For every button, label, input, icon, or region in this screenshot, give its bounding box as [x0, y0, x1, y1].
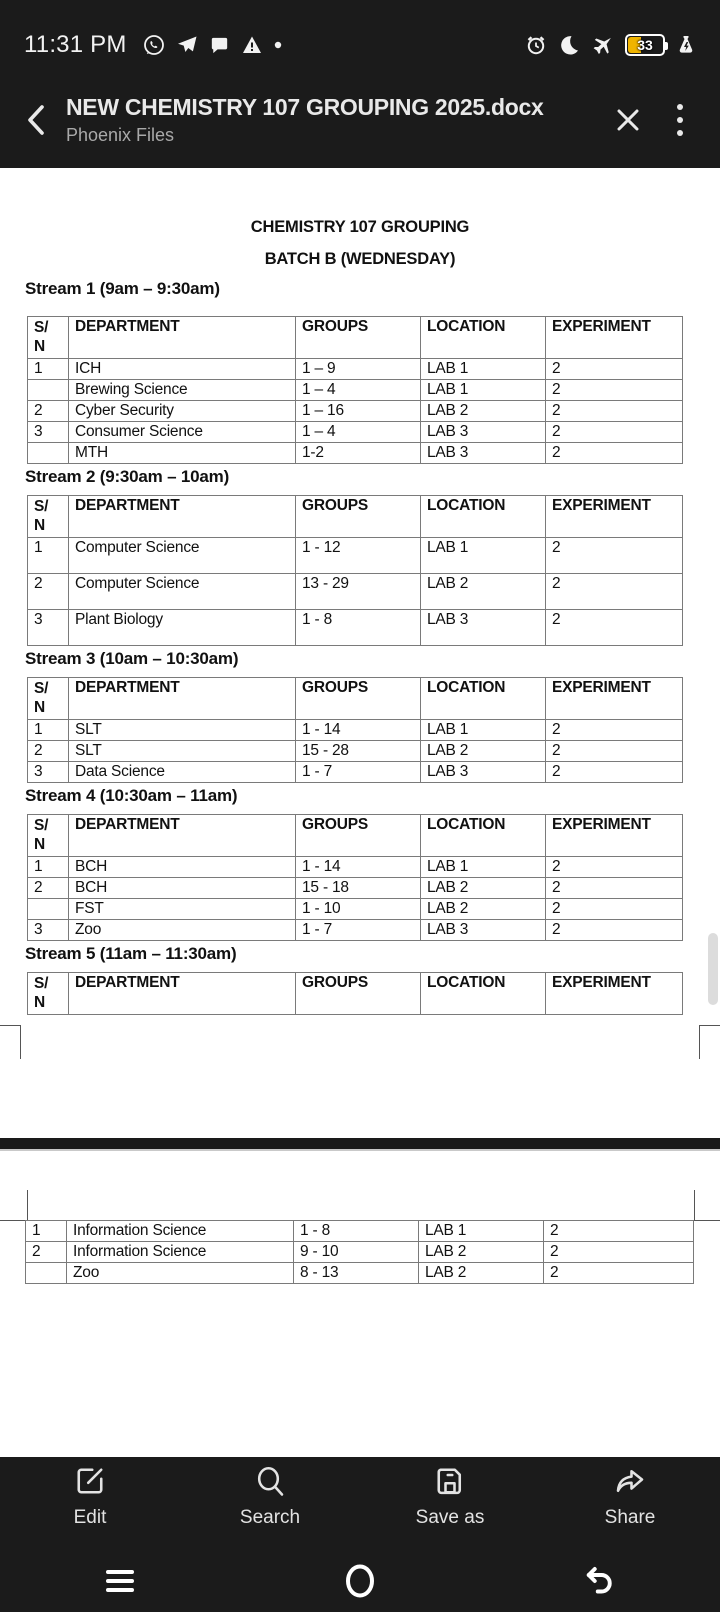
col-header-groups: GROUPS: [296, 815, 421, 857]
table-row: 1 ICH 1 – 9 LAB 1 2: [28, 359, 683, 380]
alarm-icon: [524, 33, 548, 57]
share-label: Share: [604, 1507, 656, 1528]
stream-1-table: [27, 316, 683, 464]
stream-4-heading: Stream 4 (10:30am – 11am): [25, 786, 238, 805]
stream-3-heading: Stream 3 (10am – 10:30am): [25, 649, 239, 668]
scrollbar-thumb[interactable]: [708, 933, 718, 1005]
header-row: [28, 973, 683, 1015]
col-header-department: DEPARTMENT: [69, 973, 296, 1015]
page-2-table-fragment: [0, 1190, 720, 1290]
col-header-department: DEPARTMENT: [69, 678, 296, 720]
col-header-experiment: EXPERIMENT: [546, 973, 683, 1015]
page-2-table: [25, 1220, 694, 1284]
warning-icon: [240, 33, 264, 57]
battery-percent: 33: [637, 37, 653, 53]
col-header-department: DEPARTMENT: [69, 317, 296, 359]
header-row: [28, 317, 683, 359]
col-header-groups: GROUPS: [296, 973, 421, 1015]
col-header-department: DEPARTMENT: [69, 496, 296, 538]
col-header-sn: S/N: [28, 973, 69, 1015]
home-icon[interactable]: [240, 1549, 480, 1612]
edit-icon: [72, 1463, 108, 1499]
flask-icon: [674, 33, 698, 57]
table-row: MTH 1-2 LAB 3 2: [28, 443, 683, 464]
table-row: 3 Zoo 1 - 7 LAB 3 2: [28, 920, 683, 941]
back-chevron-icon[interactable]: [14, 98, 58, 142]
kebab-menu-icon[interactable]: [654, 94, 706, 146]
table-row: 3 Plant Biology 1 - 8 LAB 3 2: [28, 610, 683, 646]
clock-time: 11:31 PM: [24, 31, 127, 58]
header-row: [28, 678, 683, 720]
table-row: 3 Consumer Science 1 – 4 LAB 3 2: [28, 422, 683, 443]
table-row: 1 Information Science 1 - 8 LAB 1 2: [26, 1221, 694, 1242]
stream-2-table: [27, 495, 683, 646]
table-row: 3 Data Science 1 - 7 LAB 3 2: [28, 762, 683, 783]
col-header-experiment: EXPERIMENT: [546, 317, 683, 359]
table-row: FST 1 - 10 LAB 2 2: [28, 899, 683, 920]
col-header-location: LOCATION: [421, 815, 546, 857]
app-header: [0, 80, 720, 168]
col-header-groups: GROUPS: [296, 678, 421, 720]
col-header-sn: S/N: [28, 317, 69, 359]
stream-5-heading: Stream 5 (11am – 11:30am): [25, 944, 237, 963]
notification-dot-icon: [273, 40, 283, 50]
col-header-department: DEPARTMENT: [69, 815, 296, 857]
table-row: Zoo 8 - 13 LAB 2 2: [26, 1263, 694, 1284]
chat-bubble-icon: [208, 34, 231, 57]
app-name: Phoenix Files: [66, 125, 175, 145]
close-icon[interactable]: [602, 94, 654, 146]
back-icon[interactable]: [480, 1549, 720, 1612]
table-row: 1 SLT 1 - 14 LAB 1 2: [28, 720, 683, 741]
stream-2-heading: Stream 2 (9:30am – 10am): [25, 467, 230, 486]
table-row: 1 BCH 1 - 14 LAB 1 2: [28, 857, 683, 878]
save-as-icon: [432, 1463, 468, 1499]
cut-table-row: [0, 1025, 720, 1059]
col-header-sn: S/N: [28, 678, 69, 720]
table-row: 2 Computer Science 13 - 29 LAB 2 2: [28, 574, 683, 610]
bottom-toolbar: [0, 1457, 720, 1549]
share-button[interactable]: [540, 1457, 720, 1529]
dnd-moon-icon: [557, 33, 581, 57]
col-header-groups: GROUPS: [296, 496, 421, 538]
col-header-groups: GROUPS: [296, 317, 421, 359]
status-bar: [0, 0, 720, 80]
stream-4-table: [27, 814, 683, 941]
document-viewport[interactable]: [0, 168, 720, 1457]
save-as-button[interactable]: [360, 1457, 540, 1529]
col-header-location: LOCATION: [421, 496, 546, 538]
stream-5-table: [27, 972, 683, 1015]
whatsapp-icon: [142, 33, 166, 57]
navigation-bar: [0, 1549, 720, 1612]
save-as-label: Save as: [415, 1507, 485, 1528]
col-header-sn: S/N: [28, 496, 69, 538]
table-row: 2 BCH 15 - 18 LAB 2 2: [28, 878, 683, 899]
airplane-mode-icon: [590, 32, 616, 58]
stream-1-heading: Stream 1 (9am – 9:30am): [25, 279, 220, 298]
col-header-experiment: EXPERIMENT: [546, 496, 683, 538]
stream-3-table: [27, 677, 683, 783]
search-button[interactable]: [180, 1457, 360, 1529]
edit-button[interactable]: [0, 1457, 180, 1529]
file-title: NEW CHEMISTRY 107 GROUPING 2025.docx: [66, 94, 544, 120]
edit-label: Edit: [73, 1507, 107, 1528]
table-row: Brewing Science 1 – 4 LAB 1 2: [28, 380, 683, 401]
col-header-sn: S/N: [28, 815, 69, 857]
menu-icon[interactable]: [0, 1549, 240, 1612]
doc-title: CHEMISTRY 107 GROUPING: [250, 218, 470, 236]
table-row: 2 Cyber Security 1 – 16 LAB 2 2: [28, 401, 683, 422]
table-row: 2 Information Science 9 - 10 LAB 2 2: [26, 1242, 694, 1263]
share-icon: [612, 1463, 648, 1499]
col-header-experiment: EXPERIMENT: [546, 678, 683, 720]
col-header-location: LOCATION: [421, 973, 546, 1015]
battery-icon: [625, 34, 665, 56]
table-row: 2 SLT 15 - 28 LAB 2 2: [28, 741, 683, 762]
col-header-location: LOCATION: [421, 678, 546, 720]
header-row: [28, 496, 683, 538]
header-row: [28, 815, 683, 857]
search-icon: [252, 1463, 288, 1499]
page-separator: [0, 1138, 720, 1151]
col-header-location: LOCATION: [421, 317, 546, 359]
table-row: 1 Computer Science 1 - 12 LAB 1 2: [28, 538, 683, 574]
doc-subtitle: BATCH B (WEDNESDAY): [264, 250, 456, 268]
telegram-icon: [175, 33, 199, 57]
search-label: Search: [239, 1507, 301, 1528]
col-header-experiment: EXPERIMENT: [546, 815, 683, 857]
